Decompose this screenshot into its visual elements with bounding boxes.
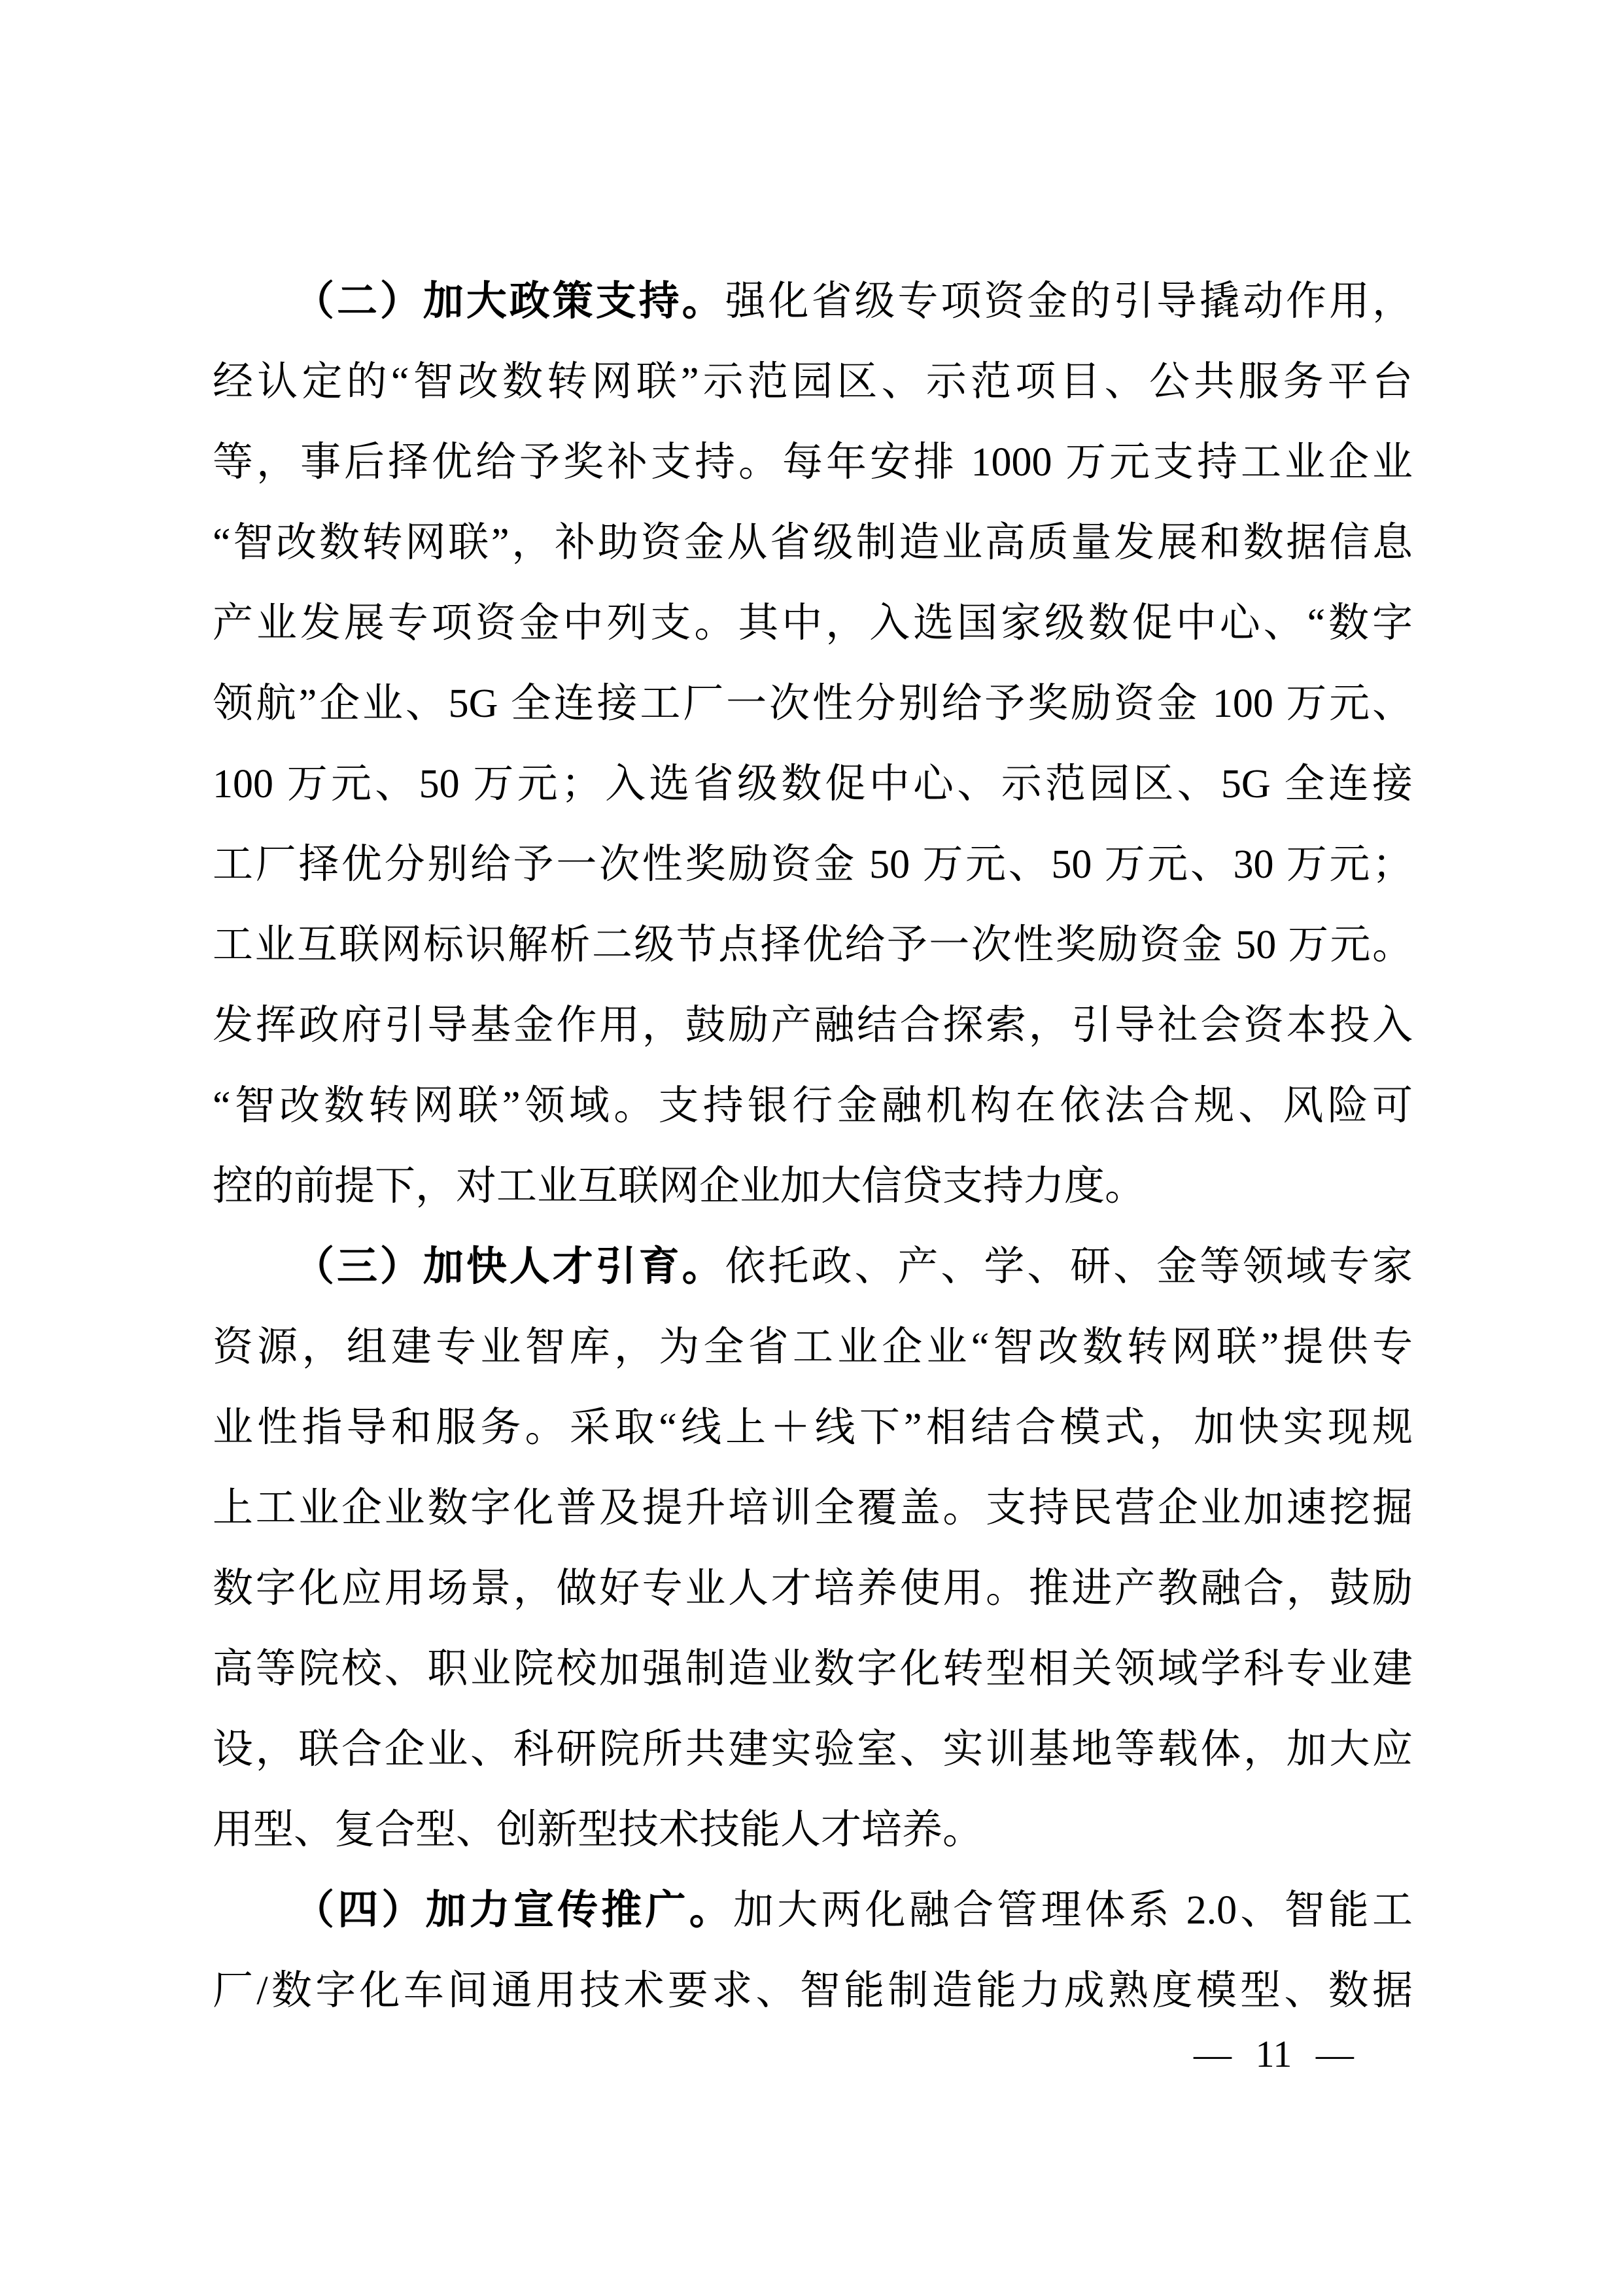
body-line: 控的前提下，对工业互联网企业加大信贷支持力度。 bbox=[213, 1164, 1146, 1209]
body-line bbox=[213, 1871, 1413, 1951]
body-line: 高等院校、职业院校加强制造业数字化转型相关领域学科专业建 bbox=[213, 1647, 1413, 1691]
body-line bbox=[213, 1227, 1413, 1307]
body-line: 上工业企业数字化普及提升培训全覆盖。支持民营企业加速挖掘 bbox=[213, 1486, 1413, 1530]
section-heading: （二）加大政策支持。 bbox=[294, 279, 725, 324]
body-text: 强化省级专项资金的引导撬动作用， bbox=[725, 279, 1413, 324]
document-text-block bbox=[213, 262, 1413, 2031]
body-line: 用型、复合型、创新型技术技能人才培养。 bbox=[213, 1808, 984, 1852]
body-line: 厂/数字化车间通用技术要求、智能制造能力成熟度模型、数据 bbox=[213, 1969, 1413, 2013]
body-text: 加大两化融合管理体系 2.0、智能工 bbox=[733, 1888, 1413, 1933]
body-line: 100 万元、50 万元；入选省级数促中心、示范园区、5G 全连接 bbox=[213, 762, 1413, 806]
body-line: 经认定的“智改数转网联”示范园区、示范项目、公共服务平台 bbox=[213, 360, 1413, 404]
body-text: 依托政、产、学、研、金等领域专家 bbox=[725, 1245, 1413, 1289]
body-line: 工厂择优分别给予一次性奖励资金 50 万元、50 万元、30 万元； bbox=[213, 842, 1413, 887]
body-line: 工业互联网标识解析二级节点择优给予一次性奖励资金 50 万元。 bbox=[213, 923, 1413, 967]
body-line: “智改数转网联”，补助资金从省级制造业高质量发展和数据信息 bbox=[213, 521, 1413, 565]
body-line: 资源，组建专业智库，为全省工业企业“智改数转网联”提供专 bbox=[213, 1325, 1413, 1370]
section-heading: （四）加力宣传推广。 bbox=[294, 1888, 733, 1933]
body-line: 业性指导和服务。采取“线上＋线下”相结合模式，加快实现规 bbox=[213, 1406, 1413, 1450]
body-line bbox=[213, 262, 1413, 342]
body-line: 发挥政府引导基金作用，鼓励产融结合探索，引导社会资本投入 bbox=[213, 1003, 1413, 1048]
body-line: 数字化应用场景，做好专业人才培养使用。推进产教融合，鼓励 bbox=[213, 1566, 1413, 1611]
body-line: 领航”企业、5G 全连接工厂一次性分别给予奖励资金 100 万元、 bbox=[213, 682, 1413, 726]
body-line: 产业发展专项资金中列支。其中，入选国家级数促中心、“数字 bbox=[213, 601, 1413, 646]
body-line: 等，事后择优给予奖补支持。每年安排 1000 万元支持工业企业 bbox=[213, 440, 1413, 485]
page-number: — 11 — bbox=[1194, 2033, 1354, 2075]
section-heading: （三）加快人才引育。 bbox=[294, 1245, 725, 1289]
body-line: 设，联合企业、科研院所共建实验室、实训基地等载体，加大应 bbox=[213, 1727, 1413, 1772]
body-line: “智改数转网联”领域。支持银行金融机构在依法合规、风险可 bbox=[213, 1084, 1413, 1128]
